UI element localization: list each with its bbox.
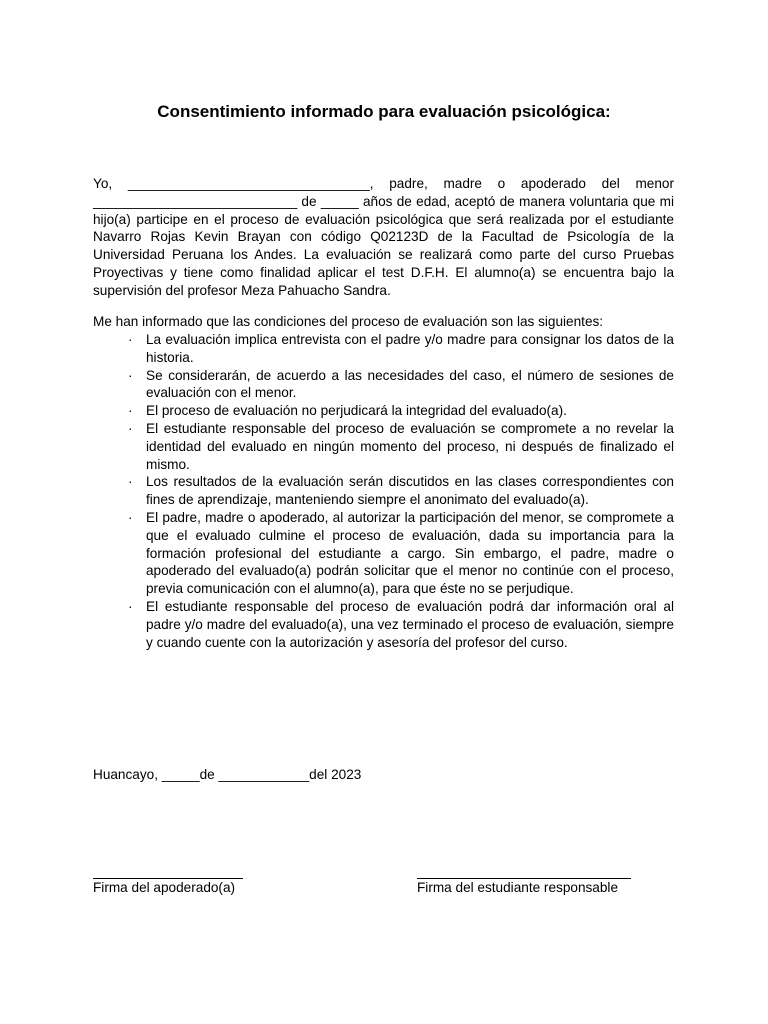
- bullet-dot: ·: [128, 474, 133, 490]
- date-line: Huancayo, _____de ____________del 2023: [93, 767, 362, 782]
- condition-text: El proceso de evaluación no perjudicará la integridad del evaluado(a).: [146, 403, 567, 419]
- condition-text: El padre, madre o apoderado, al autorizar la participación del menor, se compromete a que el evaluado culmine el proceso de evaluación, dada su importancia para la formación profesional del estudiante a cargo. Sin embargo, el padre, madre o apoderado del evaluado(a) podrán solicitar que el menor no continúe con el proceso, previa comunicación con el alumno(a), para que éste no se perjudique.: [146, 509, 674, 597]
- bullet-dot: ·: [128, 367, 133, 383]
- condition-text: Los resultados de la evaluación serán discutidos en las clases correspondientes con fines de aprendizaje, manteniendo siempre el anonimato del evaluado(a).: [146, 474, 674, 508]
- list-item: [93, 509, 674, 598]
- bullet-dot: ·: [128, 509, 133, 525]
- condition-text: La evaluación implica entrevista con el padre y/o madre para consignar los datos de la historia.: [146, 332, 674, 365]
- signature-line: [417, 864, 631, 879]
- bullet-dot: ·: [128, 403, 133, 419]
- signature-block-student: [417, 864, 631, 897]
- consent-paragraph: Yo, ________________________________, padre, madre o apoderado del menor ___________________________ de _____ años de edad, aceptó de manera voluntaria que mi hijo(a) participe en el proceso de evaluación psicológica que será realizada por el estudiante Navarro Rojas Kevin Brayan con código Q02123D de la Facultad de Psicología de la Universidad Peruana los Andes. La evaluación se realizará como parte del curso Pruebas Proyectivas y tiene como finalidad aplicar el test D.F.H. El alumno(a) se encuentra bajo la supervisión del profesor Meza Pahuacho Sandra.: [93, 176, 674, 298]
- condition-text: Se considerarán, de acuerdo a las necesidades del caso, el número de sesiones de evaluación con el menor.: [146, 367, 674, 401]
- bullet-dot: ·: [128, 420, 133, 436]
- condition-text: El estudiante responsable del proceso de evaluación se compromete a no revelar la identidad del evaluado en ningún momento del proceso, ni después de finalizado el mismo.: [146, 420, 674, 472]
- list-item: [93, 367, 674, 403]
- condition-text: El estudiante responsable del proceso de evaluación podrá dar información oral al padre y/o madre del evaluado(a), una vez terminado el proceso de evaluación, siempre y cuando cuente con la autorización y asesoría del profesor del curso.: [146, 598, 674, 650]
- signature-label-student: Firma del estudiante responsable: [417, 880, 618, 895]
- signature-block-guardian: [93, 864, 243, 897]
- signature-label-guardian: Firma del apoderado(a): [93, 880, 236, 895]
- conditions-list: [93, 331, 674, 651]
- signature-line: [93, 864, 243, 879]
- conditions-intro: Me han informado que las condiciones del proceso de evaluación son las siguientes:: [93, 314, 604, 329]
- bullet-dot: ·: [128, 598, 133, 614]
- bullet-dot: ·: [128, 332, 133, 347]
- list-item: [93, 402, 674, 420]
- list-item: [93, 473, 674, 509]
- list-item: [93, 420, 674, 473]
- list-item: [93, 331, 674, 367]
- document-title: Consentimiento informado para evaluación psicológica:: [157, 102, 611, 121]
- list-item: [93, 598, 674, 651]
